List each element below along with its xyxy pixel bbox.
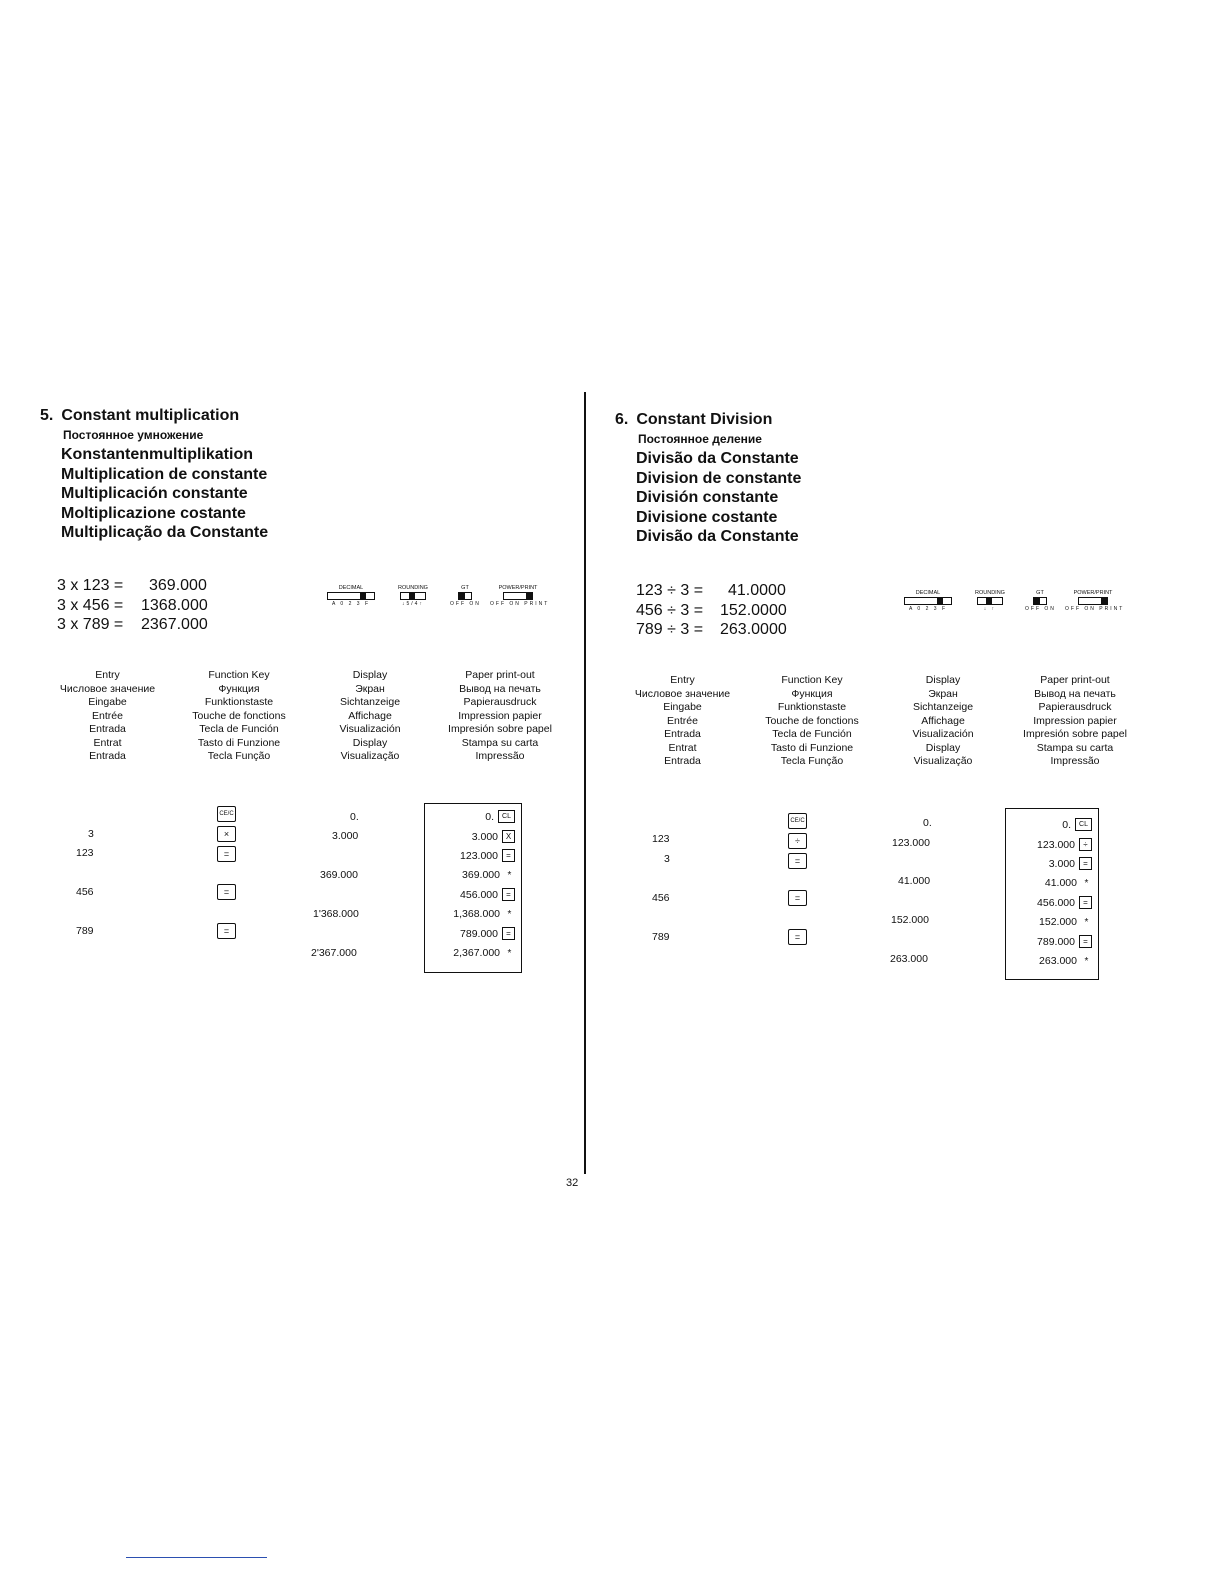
power-print-marks: OFF ON PRINT: [1065, 606, 1125, 612]
equation-lhs: 123 ÷ 3 =: [636, 582, 704, 599]
tape-line: 152.000 *: [1039, 916, 1092, 928]
entry-value: 789: [652, 931, 670, 943]
power-print-marks: OFF ON PRINT: [490, 601, 550, 607]
rounding-label: ROUNDING: [975, 590, 1005, 596]
tape-line: 263.000 *: [1039, 955, 1092, 967]
equation-lhs: 3 x 123 =: [57, 577, 124, 594]
tape-line: 0. CL: [1062, 818, 1092, 831]
entry-value: 456: [652, 892, 670, 904]
rounding-switch: [396, 585, 430, 607]
left-equations: [57, 576, 208, 635]
left-paper-tape: [424, 803, 522, 973]
section-number: 6.: [615, 411, 629, 428]
paper-header: Paper print-out Вывод на печать Papierausdruck Impression papier Impresión sobre papel Stampa su carta Impressão: [448, 669, 552, 762]
equation-result: 152.0000: [720, 601, 787, 619]
entry-header: Entry Числовое значение Eingabe Entrée Entrada Entrat Entrada: [634, 674, 731, 767]
ce-c-key-icon: CE/C: [217, 806, 236, 822]
equation-row: [57, 576, 208, 596]
display-value: 152.000: [891, 914, 929, 926]
equals-key-icon: =: [1079, 857, 1092, 870]
section-number: 5.: [40, 407, 54, 424]
equation-row: [636, 581, 787, 601]
equation-lhs: 3 x 456 =: [57, 596, 124, 614]
tape-line: 456.000 =: [460, 888, 515, 901]
section-title-ru: Постоянное умножение: [63, 428, 204, 442]
cl-key-icon: CL: [498, 810, 515, 823]
section-title-pt: Multiplicação da Constante: [61, 524, 269, 541]
decimal-switch: [903, 590, 953, 612]
equals-key-icon: =: [502, 927, 515, 940]
equation-lhs: 456 ÷ 3 =: [636, 601, 704, 619]
section-title: Constant Division: [636, 411, 773, 428]
section-title-fr: Division de constante: [636, 469, 802, 487]
rounding-switch: [973, 590, 1007, 612]
page-number: 32: [566, 1177, 579, 1189]
tape-line: 0. CL: [485, 810, 515, 823]
equation-result: 1368.000: [141, 596, 208, 614]
decimal-switch: [326, 585, 376, 607]
decimal-label: DECIMAL: [338, 585, 364, 591]
gt-switch: [450, 585, 480, 607]
equation-row: [57, 615, 208, 635]
equation-result: 263.0000: [720, 621, 787, 638]
equation-lhs: 3 x 789 =: [57, 616, 124, 633]
gt-switch: [1025, 590, 1055, 612]
equals-key-icon: =: [1079, 896, 1092, 909]
decimal-marks: A 0 2 3 F: [331, 601, 370, 607]
section-title-ru: Постоянное деление: [638, 432, 762, 446]
entry-value: 123: [652, 833, 670, 845]
section-title: Constant multiplication: [61, 407, 240, 424]
entry-value: 123: [76, 847, 94, 859]
tape-line: 3.000 X: [472, 830, 515, 843]
section-title-es: División constante: [636, 489, 779, 506]
display-value: 41.000: [898, 875, 931, 887]
equals-key-icon: =: [788, 853, 807, 869]
power-print-label: POWER/PRINT: [1073, 590, 1113, 596]
equals-key-icon: =: [788, 929, 807, 945]
equation-lhs: 789 ÷ 3 =: [636, 621, 704, 638]
total-symbol: *: [507, 947, 512, 959]
footer-rule: [126, 1557, 267, 1558]
total-symbol: *: [507, 869, 512, 881]
function-key-header: Function Key Функция Funktionstaste Touche de fonctions Tecla de Función Tasto di Funzione Tecla Função: [192, 669, 286, 762]
rounding-label: ROUNDING: [398, 585, 428, 591]
tape-line: 123.000 ÷: [1037, 838, 1092, 851]
tape-line: 456.000 =: [1037, 896, 1092, 909]
entry-value: 789: [76, 925, 94, 937]
display-value: 1'368.000: [313, 908, 359, 920]
entry-value: 456: [76, 886, 94, 898]
entry-header: Entry Числовое значение Eingabe Entrée Entrada Entrat Entrada: [59, 669, 156, 762]
tape-line: 369.000 *: [462, 869, 515, 881]
page-divider: [584, 392, 586, 1174]
multiply-key-icon: ×: [217, 826, 236, 842]
equals-key-icon: =: [217, 923, 236, 939]
decimal-label: DECIMAL: [915, 590, 941, 596]
function-key-header: Function Key Функция Funktionstaste Touche de fonctions Tecla de Función Tasto di Funzione Tecla Função: [765, 674, 859, 767]
equation-result: 369.000: [149, 577, 207, 594]
display-value: 0.: [350, 811, 359, 823]
tape-line: 789.000 =: [460, 927, 515, 940]
tape-line: 41.000 *: [1045, 877, 1092, 889]
tape-line: 123.000 =: [460, 849, 515, 862]
power-print-switch: [490, 585, 550, 607]
section-title-it: Divisione costante: [636, 508, 778, 526]
tape-line: 789.000 =: [1037, 935, 1092, 948]
tape-line: 1,368.000 *: [453, 908, 515, 920]
equals-key-icon: =: [217, 846, 236, 862]
ce-c-key-icon: CE/C: [788, 813, 807, 829]
power-print-switch: [1065, 590, 1125, 612]
section-title-pt2: Divisão da Constante: [636, 528, 799, 545]
gt-label: GT: [1036, 590, 1044, 596]
equals-key-icon: =: [217, 884, 236, 900]
equation-row: [57, 596, 208, 616]
display-value: 3.000: [332, 830, 359, 842]
display-value: 369.000: [320, 869, 358, 881]
section-title-es: Multiplicación constante: [61, 485, 248, 502]
cl-key-icon: CL: [1075, 818, 1092, 831]
display-value: 0.: [923, 817, 932, 829]
decimal-marks: A 0 2 3 F: [908, 606, 947, 612]
multiply-key-icon: X: [502, 830, 515, 843]
section-title-de: Konstantenmultiplikation: [61, 446, 253, 463]
equation-result: 41.0000: [728, 582, 786, 599]
total-symbol: *: [1084, 955, 1089, 967]
rounding-marks: ↓5/4↑: [402, 601, 424, 607]
tape-line: 2,367.000 *: [453, 947, 515, 959]
power-print-label: POWER/PRINT: [498, 585, 538, 591]
total-symbol: *: [507, 908, 512, 920]
tape-line: 3.000 =: [1049, 857, 1092, 870]
equation-row: [636, 620, 787, 640]
entry-value: 3: [664, 853, 670, 865]
right-equations: [636, 581, 787, 640]
equals-key-icon: =: [788, 890, 807, 906]
gt-marks: OFF ON: [450, 601, 481, 607]
equation-result: 2367.000: [141, 616, 208, 633]
display-value: 2'367.000: [311, 947, 357, 959]
display-header: Display Экран Sichtanzeige Affichage Visualización Display Visualização: [912, 674, 974, 767]
section-title-it: Moltiplicazione costante: [61, 504, 246, 522]
divide-key-icon: ÷: [1079, 838, 1092, 851]
rounding-marks: ↓ ↑: [983, 606, 997, 612]
equation-row: [636, 601, 787, 621]
display-header: Display Экран Sichtanzeige Affichage Visualización Display Visualização: [339, 669, 401, 762]
divide-key-icon: ÷: [788, 833, 807, 849]
left-heading: [40, 407, 268, 543]
section-title-fr: Multiplication de constante: [61, 465, 268, 483]
gt-marks: OFF ON: [1025, 606, 1056, 612]
paper-header: Paper print-out Вывод на печать Papierausdruck Impression papier Impresión sobre papel Stampa su carta Impressão: [1023, 674, 1127, 767]
equals-key-icon: =: [502, 849, 515, 862]
total-symbol: *: [1084, 877, 1089, 889]
display-value: 123.000: [892, 837, 930, 849]
gt-label: GT: [461, 585, 469, 591]
right-heading: [615, 411, 801, 547]
entry-value: 3: [88, 828, 94, 840]
equals-key-icon: =: [1079, 935, 1092, 948]
display-value: 263.000: [890, 953, 928, 965]
section-title-pt: Divisão da Constante: [636, 450, 799, 467]
equals-key-icon: =: [502, 888, 515, 901]
right-paper-tape: [1005, 808, 1099, 980]
total-symbol: *: [1084, 916, 1089, 928]
